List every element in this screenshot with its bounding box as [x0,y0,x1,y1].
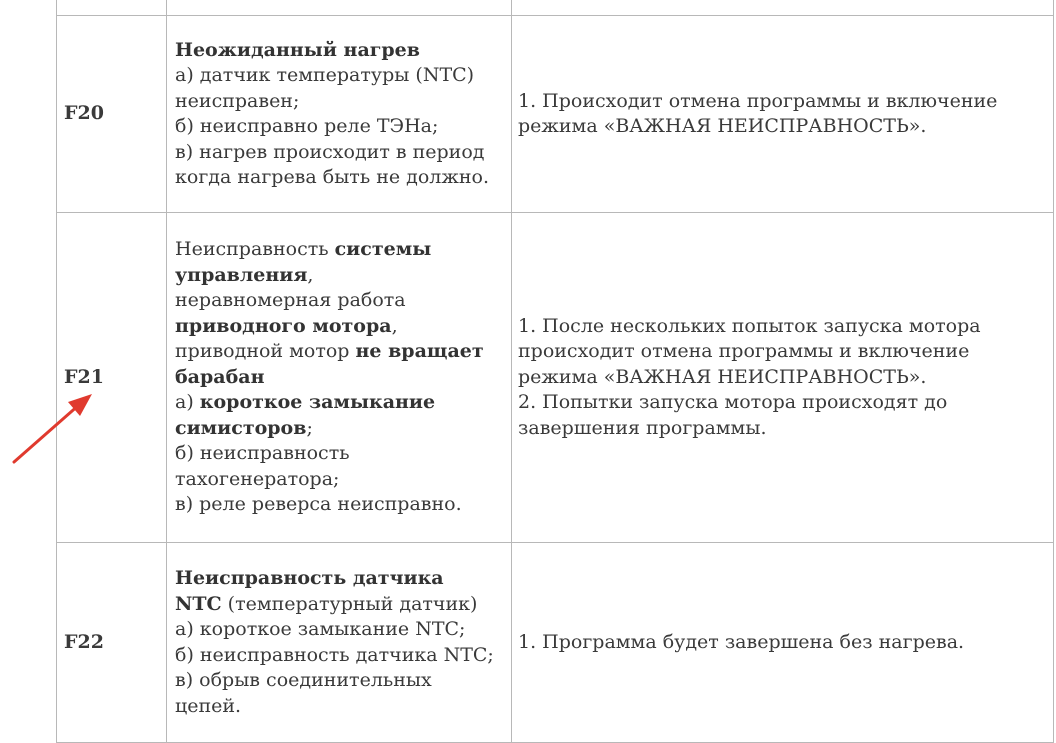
description-line: приводного мотора, [175,314,398,337]
table-row [57,16,1054,213]
action-line: режима «ВАЖНАЯ НЕИСПРАВНОСТЬ». [518,115,927,137]
arrow-pointer-icon [0,380,100,470]
error-description [167,213,512,543]
table-row-top [57,0,1054,16]
action-line: происходит отмена программы и включение [518,340,970,363]
table-row [57,543,1054,743]
description-line: симисторов; [175,416,313,439]
description-line: неравномерная работа [175,289,406,312]
description-line: в) нагрев происходит в период [175,140,485,163]
description-line: а) короткое замыкание [175,391,436,414]
description-line: а) короткое замыкание NTC; [175,618,466,640]
action-cell [512,0,1054,16]
error-action [512,543,1054,743]
description-title: Неисправность датчика [175,567,444,589]
description-cell [167,0,512,16]
error-code: F21 [57,213,167,543]
error-code: F20 [57,16,167,213]
description-line: б) неисправность [175,442,350,465]
description-line: Неисправность системы [175,238,432,261]
action-line: 1. Происходит отмена программы и включение [518,89,998,112]
description-line: когда нагрева быть не должно. [175,166,489,188]
error-action [512,213,1054,543]
description-line: приводной мотор не вращает [175,340,484,363]
description-line: в) реле реверса неисправно. [175,493,462,516]
description-line: неисправен; [175,89,300,112]
error-code-table [56,0,1054,743]
error-description [167,16,512,213]
description-line: цепей. [175,694,242,717]
action-line: режима «ВАЖНАЯ НЕИСПРАВНОСТЬ». [518,365,927,388]
error-description [167,543,512,743]
table-row [57,213,1054,543]
description-line: управления, [175,263,314,286]
description-line: а) датчик температуры (NTC) [175,64,475,86]
error-code: F22 [57,543,167,743]
description-title: Неожиданный нагрев [175,38,420,61]
action-line: 2. Попытки запуска мотора происходят до [518,391,948,414]
description-line: тахогенератора; [175,467,340,490]
description-line: б) неисправно реле ТЭНа; [175,115,439,137]
action-line: 1. Программа будет завершена без нагрева. [518,630,965,653]
description-line: NTC (температурный датчик) [175,592,478,615]
action-line: завершения программы. [518,416,767,439]
action-line: 1. После нескольких попыток запуска мотора [518,314,981,337]
description-line: барабан [175,365,265,388]
description-line: в) обрыв соединительных [175,669,432,691]
error-action [512,16,1054,213]
code-cell [57,0,167,16]
description-line: б) неисправность датчика NTC; [175,643,494,666]
